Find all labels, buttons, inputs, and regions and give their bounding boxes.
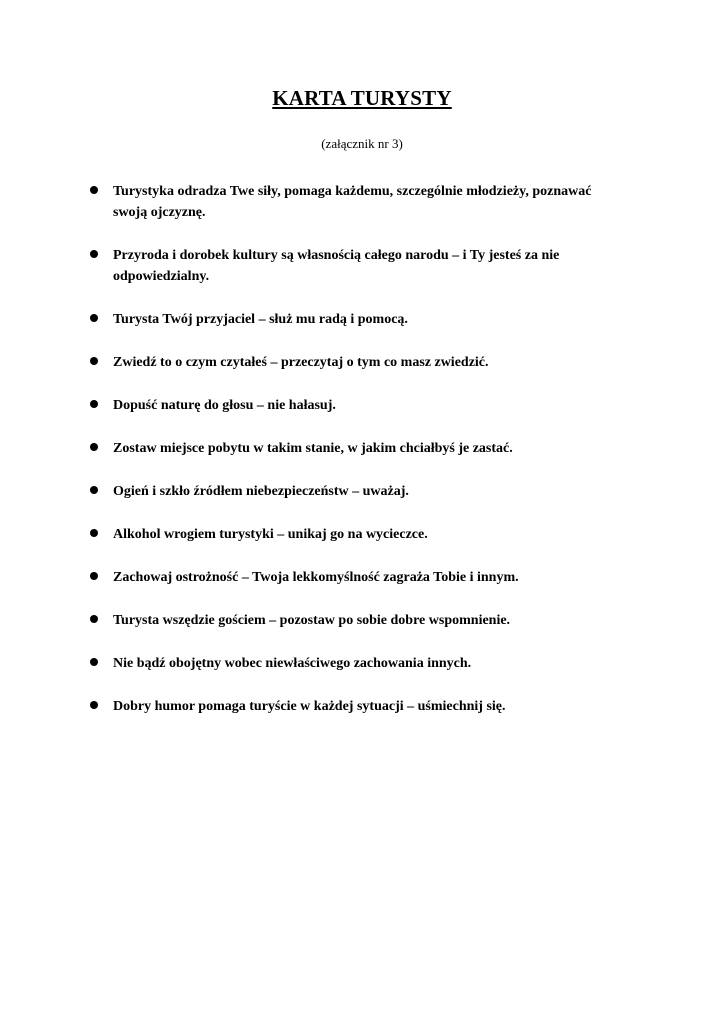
list-item — [0, 352, 724, 373]
bullet-icon — [90, 701, 98, 709]
list-item — [0, 481, 724, 502]
list-item — [0, 610, 724, 631]
rules-list — [0, 181, 724, 739]
bullet-icon — [90, 186, 98, 194]
list-item — [0, 438, 724, 459]
list-item-text: Zwiedź to o czym czytałeś – przeczytaj o tym co masz zwiedzić. — [113, 355, 489, 370]
list-item-text: Turysta wszędzie gościem – pozostaw po sobie dobre wspomnienie. — [113, 613, 511, 628]
list-item — [0, 245, 724, 287]
bullet-icon — [90, 314, 98, 322]
list-item — [0, 309, 724, 330]
bullet-icon — [90, 443, 98, 451]
list-item-text: Nie bądź obojętny wobec niewłaściwego zachowania innych. — [113, 656, 472, 671]
bullet-icon — [90, 357, 98, 365]
list-item — [0, 395, 724, 416]
bullet-icon — [90, 572, 98, 580]
list-item-text: Ogień i szkło źródłem niebezpieczeństw – uważaj. — [113, 484, 409, 499]
list-item — [0, 524, 724, 545]
list-item-text: Zostaw miejsce pobytu w takim stanie, w jakim chciałbyś je zastać. — [113, 441, 513, 456]
list-item-text: Przyroda i dorobek kultury są własnością całego narodu – i Ty jesteś za nie odpowiedzialny. — [113, 248, 560, 284]
list-item — [0, 653, 724, 674]
list-item-text: Dopuść naturę do głosu – nie hałasuj. — [113, 398, 336, 413]
page-subtitle: (załącznik nr 3) — [321, 136, 403, 151]
list-item — [0, 181, 724, 223]
bullet-icon — [90, 400, 98, 408]
bullet-icon — [90, 529, 98, 537]
list-item-text: Turystyka odradza Twe siły, pomaga każdemu, szczególnie młodzieży, poznawać swoją ojczyznę. — [113, 184, 592, 220]
list-item — [0, 567, 724, 588]
page-title: KARTA TURYSTY — [272, 86, 452, 110]
list-item — [0, 696, 724, 717]
bullet-icon — [90, 615, 98, 623]
list-item-text: Dobry humor pomaga turyście w każdej sytuacji – uśmiechnij się. — [113, 699, 506, 714]
bullet-icon — [90, 658, 98, 666]
bullet-icon — [90, 486, 98, 494]
list-item-text: Turysta Twój przyjaciel – służ mu radą i pomocą. — [113, 312, 408, 327]
list-item-text: Alkohol wrogiem turystyki – unikaj go na wycieczce. — [113, 527, 428, 542]
list-item-text: Zachowaj ostrożność – Twoja lekkomyślność zagraża Tobie i innym. — [113, 570, 519, 585]
bullet-icon — [90, 250, 98, 258]
